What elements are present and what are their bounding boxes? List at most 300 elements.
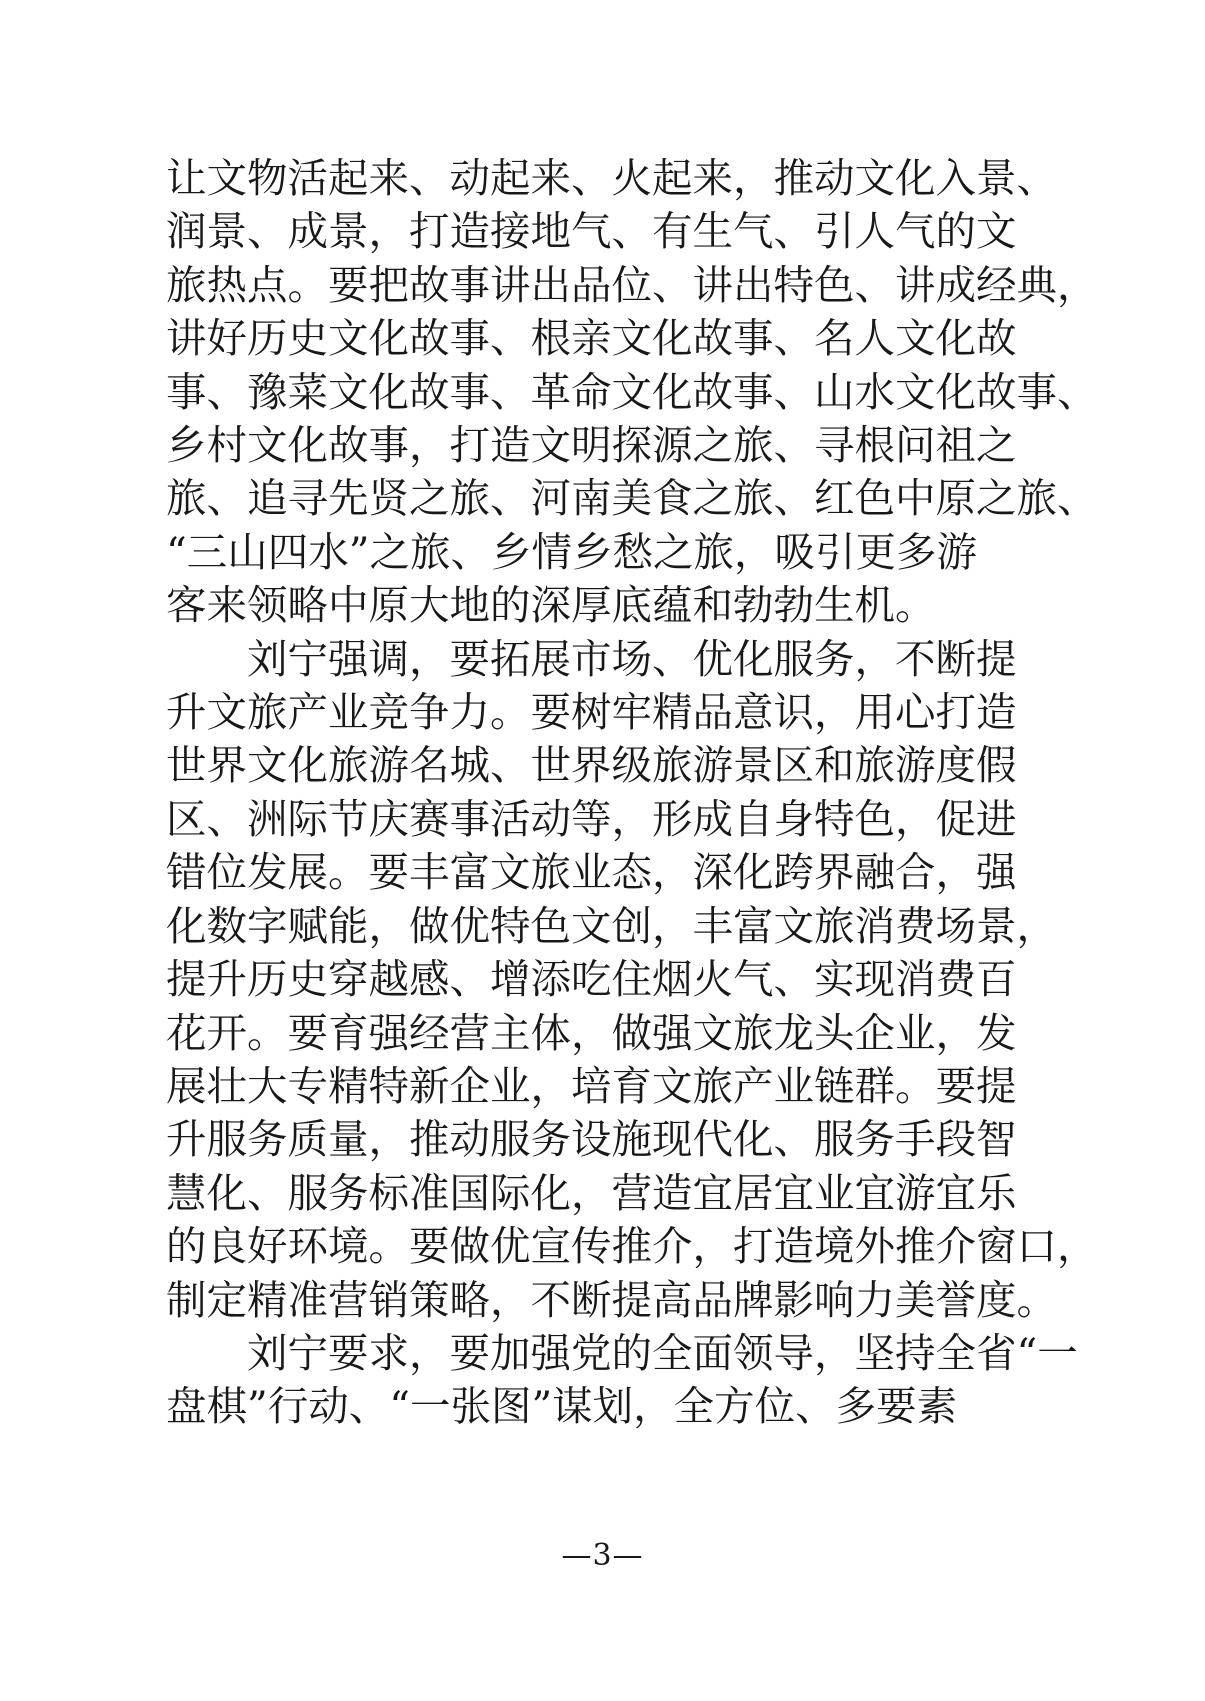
glyph: 展	[530, 634, 571, 683]
glyph: ，	[571, 1168, 612, 1217]
glyph: 化	[652, 314, 693, 363]
glyph: 吸	[774, 527, 815, 576]
glyph: 跨	[773, 848, 814, 897]
glyph: 成	[287, 207, 328, 256]
glyph: 定	[206, 1275, 247, 1324]
glyph: ”	[247, 1382, 268, 1431]
glyph: 要	[449, 1328, 490, 1377]
text-line	[166, 205, 1017, 258]
glyph: 旅	[733, 1008, 774, 1057]
glyph: 造	[976, 688, 1017, 737]
glyph: 业	[895, 1008, 936, 1057]
glyph: 之	[409, 474, 450, 523]
glyph: 发	[247, 848, 288, 897]
glyph: 心	[895, 688, 936, 737]
glyph: 节	[328, 794, 369, 843]
glyph: 景	[733, 741, 774, 790]
glyph: 化	[733, 634, 774, 683]
glyph: 动	[449, 154, 490, 202]
glyph: 誉	[935, 1275, 976, 1324]
glyph: 、	[450, 527, 491, 576]
glyph: 、	[1057, 474, 1098, 523]
glyph: 位	[754, 1382, 796, 1431]
glyph: 强	[976, 848, 1017, 897]
glyph: 施	[611, 1115, 652, 1164]
glyph: 、	[773, 367, 814, 416]
glyph: 红	[814, 474, 855, 523]
glyph: 名	[814, 314, 855, 363]
glyph: 旅	[854, 741, 895, 790]
glyph: 区	[166, 794, 207, 843]
glyph: 的	[166, 1222, 207, 1271]
glyph: 的	[611, 1328, 652, 1377]
glyph: 历	[247, 955, 288, 1004]
glyph: 文	[611, 367, 652, 416]
glyph: 。	[1016, 1275, 1057, 1324]
glyph: 起	[490, 154, 531, 202]
glyph: 南	[571, 474, 612, 523]
glyph: 史	[287, 955, 328, 1004]
glyph: 际	[287, 794, 328, 843]
glyph: 生	[692, 207, 733, 256]
glyph: 文	[976, 207, 1017, 256]
glyph: 打	[733, 1222, 774, 1271]
glyph: 故	[409, 367, 450, 416]
glyph: 地	[530, 207, 571, 256]
glyph: 动	[449, 1115, 490, 1164]
glyph: 文	[206, 154, 247, 202]
glyph: 素	[916, 1382, 958, 1431]
glyph: 出	[530, 260, 571, 309]
glyph: 态	[611, 848, 652, 897]
glyph: ，	[854, 634, 895, 683]
glyph: 影	[773, 1275, 814, 1324]
glyph: 愁	[612, 527, 653, 576]
glyph: 打	[449, 421, 490, 470]
glyph: 特	[368, 1061, 409, 1110]
glyph: 故	[328, 421, 369, 470]
glyph: ，	[692, 1222, 733, 1271]
glyph: 用	[854, 688, 895, 737]
glyph: 先	[328, 474, 369, 523]
glyph: 、	[652, 634, 693, 683]
glyph: 发	[976, 1008, 1017, 1057]
glyph: 让	[166, 154, 207, 202]
glyph: 、	[773, 421, 814, 470]
glyph: 、	[773, 474, 814, 523]
glyph: 化	[652, 367, 693, 416]
glyph: 要	[368, 848, 409, 897]
glyph: 景	[206, 207, 247, 256]
glyph: 之	[369, 527, 410, 576]
glyph: 服	[206, 1115, 247, 1164]
glyph: 文	[490, 848, 531, 897]
glyph: 务	[814, 634, 855, 683]
glyph: 介	[652, 1222, 693, 1271]
glyph: 方	[714, 1382, 755, 1431]
glyph: 润	[166, 207, 207, 256]
glyph: 革	[530, 367, 571, 416]
glyph: 文	[611, 314, 652, 363]
glyph: “	[389, 1382, 410, 1431]
glyph: 调	[368, 634, 409, 683]
glyph: 要	[449, 634, 490, 683]
glyph: 事	[733, 314, 774, 363]
glyph: 、	[1057, 367, 1098, 416]
text-line	[166, 1167, 1017, 1220]
glyph: 村	[206, 421, 247, 470]
glyph: 文	[854, 154, 895, 202]
glyph: 宜	[854, 1168, 895, 1217]
glyph: 讲	[692, 260, 733, 309]
glyph: 境	[328, 1222, 369, 1271]
text-line	[166, 633, 1017, 686]
text-line	[166, 846, 1017, 899]
glyph: 事	[449, 794, 490, 843]
glyph: 景	[976, 154, 1017, 202]
glyph: 游	[692, 741, 733, 790]
glyph: 、	[773, 955, 814, 1004]
glyph: 富	[449, 848, 490, 897]
glyph: 化	[733, 1115, 774, 1164]
glyph: 山	[227, 527, 268, 576]
glyph: 加	[490, 1328, 531, 1377]
glyph: 、	[247, 1168, 288, 1217]
glyph: 把	[368, 260, 409, 309]
glyph: 水	[308, 527, 349, 576]
glyph: 手	[895, 1115, 936, 1164]
glyph: 企	[449, 1061, 490, 1110]
glyph: 制	[166, 1275, 207, 1324]
glyph: 花	[166, 1008, 207, 1057]
glyph: 人	[854, 314, 895, 363]
glyph: 接	[490, 207, 531, 256]
glyph: 经	[409, 1008, 450, 1057]
glyph: 牢	[611, 688, 652, 737]
glyph: 食	[652, 474, 693, 523]
glyph: 、	[571, 154, 612, 202]
glyph: ，	[733, 527, 775, 576]
glyph: 景	[976, 901, 1017, 950]
glyph: 度	[976, 1275, 1017, 1324]
glyph: 界	[571, 741, 612, 790]
glyph: 动	[308, 1382, 349, 1431]
glyph: 游	[895, 1168, 936, 1217]
glyph: ”	[348, 527, 370, 576]
glyph: 宁	[287, 634, 328, 683]
glyph: 消	[895, 955, 936, 1004]
glyph: ，	[814, 1328, 855, 1377]
glyph: 热	[206, 260, 247, 309]
glyph: 探	[611, 421, 652, 470]
glyph: 化	[733, 848, 774, 897]
glyph: 响	[814, 1275, 855, 1324]
glyph: 育	[328, 1008, 369, 1057]
glyph: 来	[692, 154, 733, 202]
glyph: 准	[409, 1168, 450, 1217]
glyph: 。	[895, 1061, 936, 1110]
glyph: 龙	[773, 1008, 814, 1057]
glyph: 体	[530, 1008, 571, 1057]
glyph: 精	[652, 688, 693, 737]
glyph: 、	[490, 474, 531, 523]
glyph: 不	[895, 634, 936, 683]
glyph: 增	[490, 955, 531, 1004]
glyph: ，	[409, 634, 450, 683]
glyph: ，	[368, 1115, 409, 1164]
glyph: 设	[571, 1115, 612, 1164]
glyph: 世	[530, 741, 571, 790]
glyph: 全	[652, 1328, 693, 1377]
glyph: 场	[935, 901, 976, 950]
glyph: 、	[773, 314, 814, 363]
glyph: 追	[247, 474, 288, 523]
glyph: 质	[287, 1115, 328, 1164]
glyph: 优	[449, 901, 490, 950]
glyph: 、	[773, 207, 814, 256]
glyph: 提	[611, 1275, 652, 1324]
glyph: 张	[450, 1382, 491, 1431]
glyph: 。	[328, 848, 369, 897]
glyph: 。	[287, 260, 328, 309]
glyph: 消	[854, 901, 895, 950]
glyph: 化	[935, 314, 976, 363]
glyph: 出	[733, 260, 774, 309]
text-line	[166, 419, 1017, 472]
glyph: ，	[935, 1008, 976, 1057]
glyph: 升	[206, 955, 247, 1004]
glyph: 要	[328, 260, 369, 309]
text-line	[166, 1220, 1098, 1273]
glyph: 、	[795, 1382, 836, 1431]
glyph: 传	[571, 1222, 612, 1271]
glyph: 事	[449, 367, 490, 416]
glyph: 策	[409, 1275, 450, 1324]
glyph: ，	[652, 848, 693, 897]
glyph: 世	[166, 741, 207, 790]
glyph: 、	[611, 207, 652, 256]
glyph: 人	[854, 207, 895, 256]
glyph: 销	[368, 1275, 409, 1324]
glyph: 业	[773, 1061, 814, 1110]
glyph: 事	[733, 367, 774, 416]
glyph: 要	[935, 1061, 976, 1110]
glyph: 化	[895, 154, 936, 202]
glyph: 面	[692, 1328, 733, 1377]
glyph: 明	[571, 421, 612, 470]
glyph: 强	[328, 634, 369, 683]
glyph: 史	[287, 314, 328, 363]
glyph: 根	[854, 421, 895, 470]
glyph: ，	[652, 901, 693, 950]
glyph: 。	[247, 1008, 288, 1057]
glyph: 创	[611, 901, 652, 950]
glyph: 品	[692, 1275, 733, 1324]
glyph: 乡	[490, 527, 532, 576]
glyph: 慧	[166, 1168, 207, 1217]
glyph: 景	[328, 207, 369, 256]
glyph: 盘	[166, 1382, 207, 1431]
glyph: 故	[409, 260, 450, 309]
glyph: 级	[611, 741, 652, 790]
glyph: 准	[287, 1275, 328, 1324]
glyph: 文	[895, 367, 936, 416]
glyph: 环	[287, 1222, 328, 1271]
text-line	[166, 1007, 1017, 1060]
glyph: 水	[854, 367, 895, 416]
glyph: 乡	[571, 527, 613, 576]
glyph: ，	[633, 1382, 674, 1431]
glyph: 、	[449, 955, 490, 1004]
glyph: 外	[854, 1222, 895, 1271]
glyph: 推	[611, 1222, 652, 1271]
glyph: 物	[247, 154, 288, 202]
glyph: 等	[571, 794, 612, 843]
glyph: 育	[611, 1061, 652, 1110]
glyph: 山	[814, 367, 855, 416]
glyph: 宁	[287, 1328, 328, 1377]
glyph: 升	[166, 688, 207, 737]
glyph: 展	[287, 848, 328, 897]
glyph: 区	[773, 741, 814, 790]
glyph: 乡	[166, 421, 207, 470]
glyph: 故	[976, 314, 1017, 363]
glyph: 百	[976, 955, 1017, 1004]
glyph: 典	[1016, 260, 1057, 309]
glyph: 化	[206, 1168, 247, 1217]
glyph: 境	[814, 1222, 855, 1271]
glyph: 之	[976, 474, 1017, 523]
glyph: “	[1016, 1328, 1038, 1377]
glyph: 有	[652, 207, 693, 256]
glyph: 、	[348, 1382, 390, 1431]
glyph: 做	[449, 1222, 490, 1271]
glyph: 做	[611, 1008, 652, 1057]
glyph: 、	[247, 207, 288, 256]
glyph: 营	[611, 1168, 652, 1217]
glyph: 代	[692, 1115, 733, 1164]
glyph: 推	[895, 1222, 936, 1271]
glyph: 气	[895, 207, 936, 256]
glyph: 旅	[652, 741, 693, 790]
glyph: 产	[287, 688, 328, 737]
glyph: 、	[206, 794, 247, 843]
glyph: 服	[773, 634, 814, 683]
glyph: 河	[530, 474, 571, 523]
glyph: 亲	[571, 314, 612, 363]
glyph: 贤	[368, 474, 409, 523]
text-line	[166, 152, 1057, 205]
glyph: 好	[206, 314, 247, 363]
glyph: 特	[490, 901, 531, 950]
glyph: 庆	[368, 794, 409, 843]
glyph: ，	[490, 1275, 531, 1324]
glyph: 活	[287, 154, 328, 202]
glyph: 优	[692, 634, 733, 683]
glyph: 化	[287, 421, 328, 470]
glyph: 文	[571, 901, 612, 950]
glyph: 断	[571, 1275, 612, 1324]
text-line	[166, 259, 1098, 312]
glyph: 自	[733, 794, 774, 843]
text-line	[166, 1274, 1057, 1327]
glyph: 城	[449, 741, 490, 790]
text-line	[166, 1113, 1017, 1166]
glyph: 事	[449, 260, 490, 309]
glyph: 特	[773, 260, 814, 309]
glyph: 力	[854, 1275, 895, 1324]
glyph: 中	[895, 474, 936, 523]
glyph: 美	[895, 1275, 936, 1324]
glyph: 住	[611, 955, 652, 1004]
glyph: 旅	[166, 260, 207, 309]
glyph: ，	[530, 1061, 571, 1110]
glyph: 气	[733, 207, 774, 256]
glyph: 要	[409, 1222, 450, 1271]
glyph: 、	[652, 260, 693, 309]
glyph: 进	[976, 794, 1017, 843]
glyph: 旅	[733, 421, 774, 470]
glyph: 美	[611, 474, 652, 523]
glyph: 壮	[206, 1061, 247, 1110]
glyph: 场	[611, 634, 652, 683]
glyph: 划	[592, 1382, 634, 1431]
glyph: 党	[571, 1328, 612, 1377]
glyph: ，	[935, 848, 976, 897]
glyph: 多	[835, 1382, 877, 1431]
glyph: 群	[854, 1061, 895, 1110]
glyph: 争	[409, 688, 450, 737]
glyph: 略	[449, 1275, 490, 1324]
glyph: 全	[673, 1382, 715, 1431]
glyph: 来	[530, 154, 571, 202]
glyph: 化	[166, 901, 207, 950]
glyph: 良	[206, 1222, 247, 1271]
glyph: 烟	[652, 955, 693, 1004]
glyph: 旅	[449, 474, 490, 523]
glyph: 点	[247, 260, 288, 309]
glyph: 寻	[287, 474, 328, 523]
glyph: 打	[935, 688, 976, 737]
glyph: 企	[854, 1008, 895, 1057]
glyph: 强	[368, 1008, 409, 1057]
glyph: 动	[814, 154, 855, 202]
glyph: 成	[692, 794, 733, 843]
glyph: 服	[490, 1115, 531, 1164]
glyph: ”	[531, 1382, 553, 1431]
text-line	[166, 686, 1017, 739]
glyph: 一	[409, 1382, 451, 1431]
glyph: 文	[206, 688, 247, 737]
glyph: 务	[247, 1115, 288, 1164]
glyph: 旅	[328, 741, 369, 790]
glyph: ，	[733, 154, 774, 202]
glyph: 实	[814, 955, 855, 1004]
glyph: 名	[409, 741, 450, 790]
glyph: 多	[895, 527, 937, 576]
glyph: ，	[368, 207, 409, 256]
glyph: 造	[490, 421, 531, 470]
glyph: 品	[692, 688, 733, 737]
glyph: ，	[1057, 260, 1098, 309]
glyph: 断	[935, 634, 976, 683]
glyph: 推	[409, 1115, 450, 1164]
glyph: 宜	[773, 1168, 814, 1217]
glyph: 强	[530, 1328, 571, 1377]
page-number: —3—	[561, 1538, 644, 1573]
glyph: 添	[530, 955, 571, 1004]
glyph: 强	[652, 1008, 693, 1057]
